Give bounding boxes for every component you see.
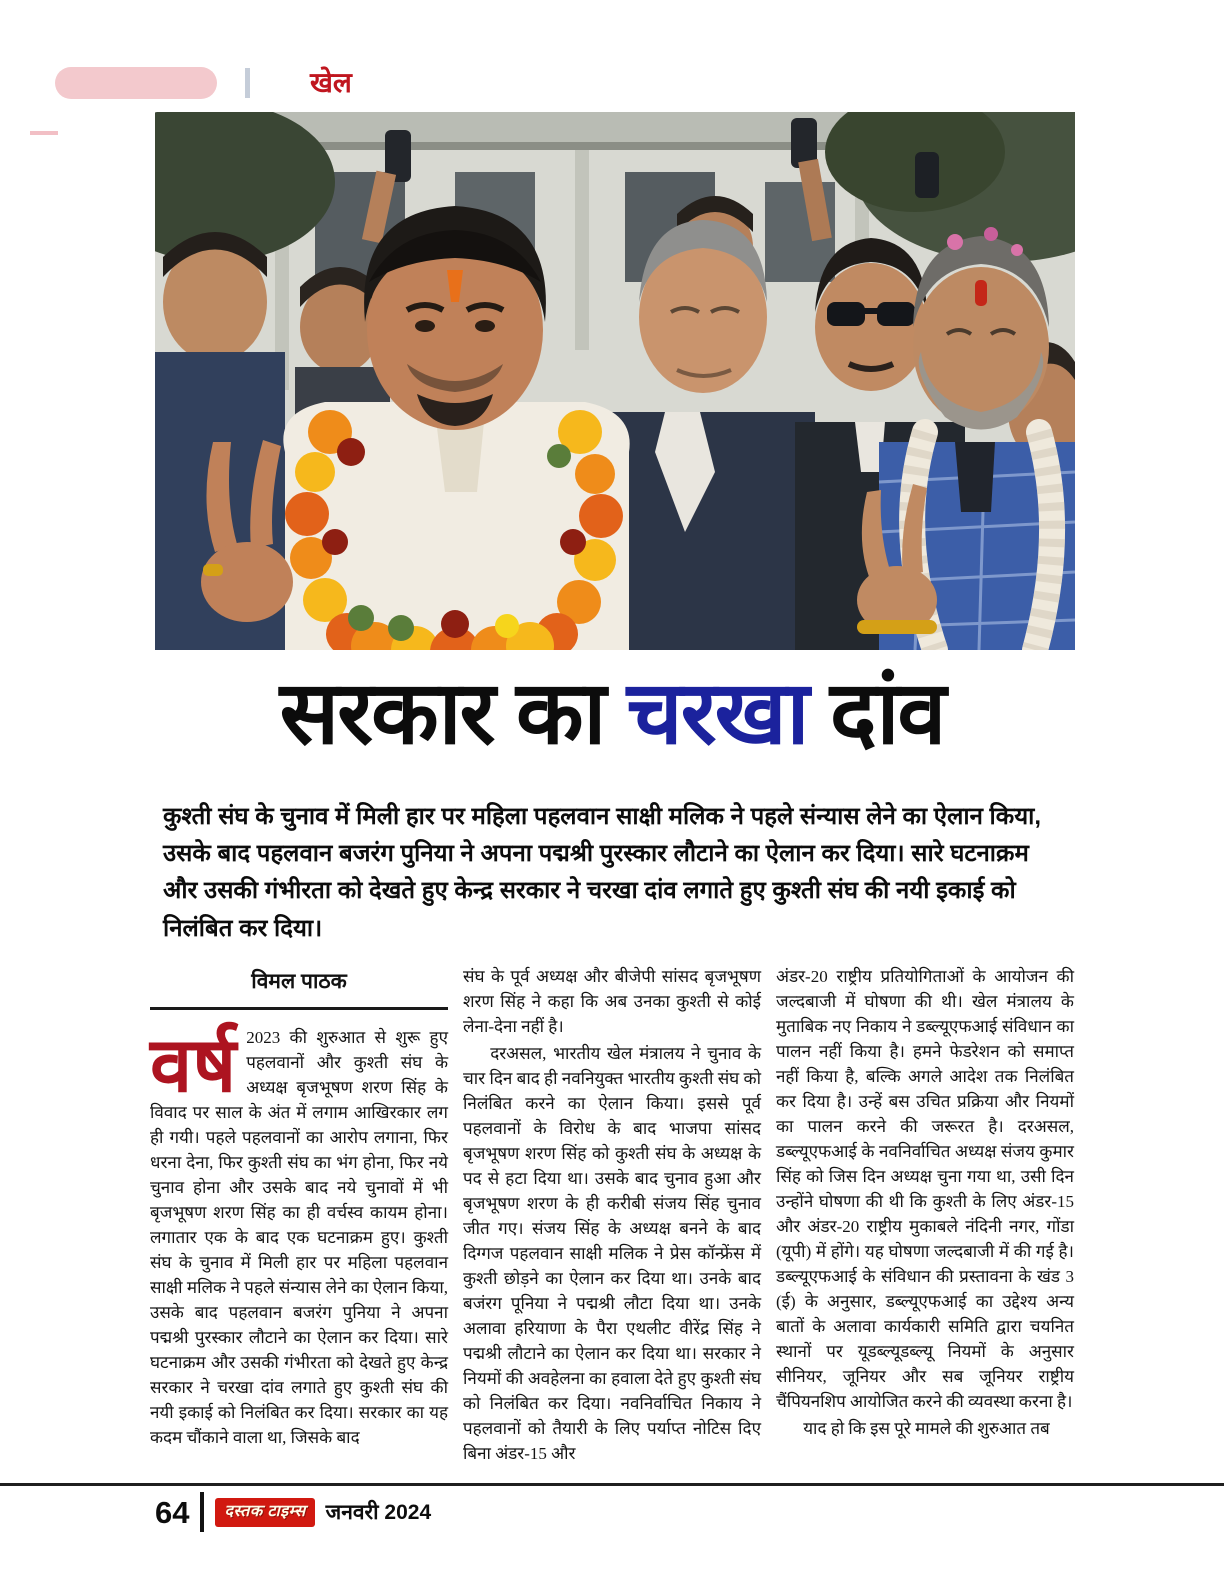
masthead-logo-placeholder <box>55 67 217 99</box>
column-1 <box>150 965 448 1469</box>
footer <box>155 1492 431 1532</box>
paragraph: अंडर-20 राष्ट्रीय प्रतियोगिताओं के आयोजन की जल्दबाजी में घोषणा की थी। खेल मंत्रालय के मुताबिक नए निकाय ने डब्ल्यूएफआई संविधान का पालन नहीं किया है। हमने फेडरेशन को समाप्त नहीं किया है, बल्कि अगले आदेश तक निलंबित कर दिया है। उन्हें बस उचित प्रक्रिया और नियमों का पालन करने की जरूरत है। दरअसल, डब्ल्यूएफआई के नवनिर्वाचित अध्यक्ष संजय कुमार सिंह को जिस दिन अध्यक्ष चुना गया था, उसी दिन उन्होंने घोषणा की थी कि कुश्ती के लिए अंडर-15 और अंडर-20 राष्ट्रीय मुकाबले नंदिनी नगर, गोंडा (यूपी) में होंगे। यह घोषणा जल्दबाजी में की गई है। डब्ल्यूएफआई के संविधान की प्रस्तावना के खंड 3 (ई) के अनुसार, डब्ल्यूएफआई का उद्देश्य अन्य बातों के अलावा कार्यकारी समिति द्वारा चयनित स्थानों पर यूडब्ल्यूडब्ल्यू नियमों के अनुसार सीनियर, जूनियर और सब जूनियर राष्ट्रीय चैंपियनशिप आयोजित करने की व्यवस्था करना है। <box>776 967 1074 1411</box>
magazine-logo: दस्तक टाइम्स <box>215 1498 314 1527</box>
paragraph-text: 2023 की शुरुआत से शुरू हुए पहलवानों और कुश्ती संघ के अध्यक्ष बृजभूषण शरण सिंह के विवाद पर साल के अंत में लगाम आखिरकार लग ही गयी। पहले पहलवानों का आरोप लगाना, फिर धरना देना, फिर कुश्ती संघ का भंग होना, फिर नये चुनाव होना और उसके बाद नये चुनावों में भी बृजभूषण शरण सिंह का ही वर्चस्व कायम होना। लगातार एक के बाद एक घटनाक्रम हुए। कुश्ती संघ के चुनाव में मिली हार पर महिला पहलवान साक्षी मलिक ने पहले संन्यास लेने का ऐलान किया, उसके बाद पहलवान बजरंग पुनिया ने अपना पद्मश्री पुरस्कार लौटाने का ऐलान कर दिया। सारे घटनाक्रम और उसकी गंभीरता को देखते हुए केन्द्र सरकार ने चरखा दांव लगाते हुए कुश्ती संघ की नयी इकाई को निलंबित कर दिया। सरकार का यह कदम चौंकाने वाला था, जिसके बाद <box>150 1027 448 1447</box>
footer-divider <box>200 1492 204 1532</box>
byline: विमल पाठक <box>150 967 448 1010</box>
headline-part3: दांव <box>807 663 945 762</box>
article-body <box>150 965 1076 1469</box>
column-2 <box>463 965 761 1469</box>
paragraph <box>150 1022 448 1451</box>
masthead <box>55 66 352 100</box>
section-label: खेल <box>310 67 352 98</box>
footer-rule <box>0 1483 1224 1486</box>
masthead-accent-tick <box>30 131 58 135</box>
headline-part1: सरकार का <box>279 663 627 762</box>
headline-highlight: चरखा <box>626 663 808 762</box>
dropcap: वर्ष <box>150 1022 237 1108</box>
standfirst: कुश्ती संघ के चुनाव में मिली हार पर महिला पहलवान साक्षी मलिक ने पहले संन्यास लेने का ऐलान किया, उसके बाद पहलवान बजरंग पुनिया ने अपना पद्मश्री पुरस्कार लौटाने का ऐलान कर दिया। सारे घटनाक्रम और उसकी गंभीरता को देखते हुए केन्द्र सरकार ने चरखा दांव लगाते हुए कुश्ती संघ की नयी इकाई को निलंबित कर दिया। <box>163 803 1042 942</box>
paragraph: संघ के पूर्व अध्यक्ष और बीजेपी सांसद बृजभूषण शरण सिंह ने कहा कि अब उनका कुश्ती से कोई लेना-देना नहीं है। <box>463 967 761 1036</box>
page-number: 64 <box>155 1494 190 1530</box>
paragraph: दरअसल, भारतीय खेल मंत्रालय ने चुनाव के चार दिन बाद ही नवनियुक्त भारतीय कुश्ती संघ को निलंबित करने का ऐलान किया। इससे पूर्व पहलवानों के विरोध के बाद भाजपा सांसद बृजभूषण शरण सिंह को कुश्ती संघ के अध्यक्ष के पद से हटा दिया था। उसके बाद चुनाव हुआ और बृजभूषण शरण के ही करीबी संजय सिंह चुनाव जीत गए। संजय सिंह के अध्यक्ष बनने के बाद दिग्गज पहलवान साक्षी मलिक ने प्रेस कॉन्फ्रेंस में कुश्ती छोड़ने का ऐलान कर दिया था। उनके बाद बजंरग पूनिया ने पद्मश्री लौटा दिया था। उनके अलावा हरियाणा के पैरा एथलीट वीरेंद्र सिंह ने पद्मश्री लौटाने का ऐलान कर दिया था। सरकार ने नियमों की अवहेलना का हवाला देते हुए कुश्ती संघ को निलंबित कर दिया। नवनिर्वाचित निकाय ने पहलवानों को तैयारी के लिए पर्याप्त नोटिस दिए बिना अंडर-15 और <box>463 1043 761 1463</box>
headline <box>150 662 1074 763</box>
article-photo-illustration <box>155 112 1075 650</box>
article-photo <box>155 112 1075 650</box>
issue-date: जनवरी 2024 <box>325 1501 432 1524</box>
column-3 <box>776 965 1074 1469</box>
masthead-divider <box>245 68 250 98</box>
paragraph: याद हो कि इस पूरे मामले की शुरुआत तब <box>803 1418 1050 1438</box>
